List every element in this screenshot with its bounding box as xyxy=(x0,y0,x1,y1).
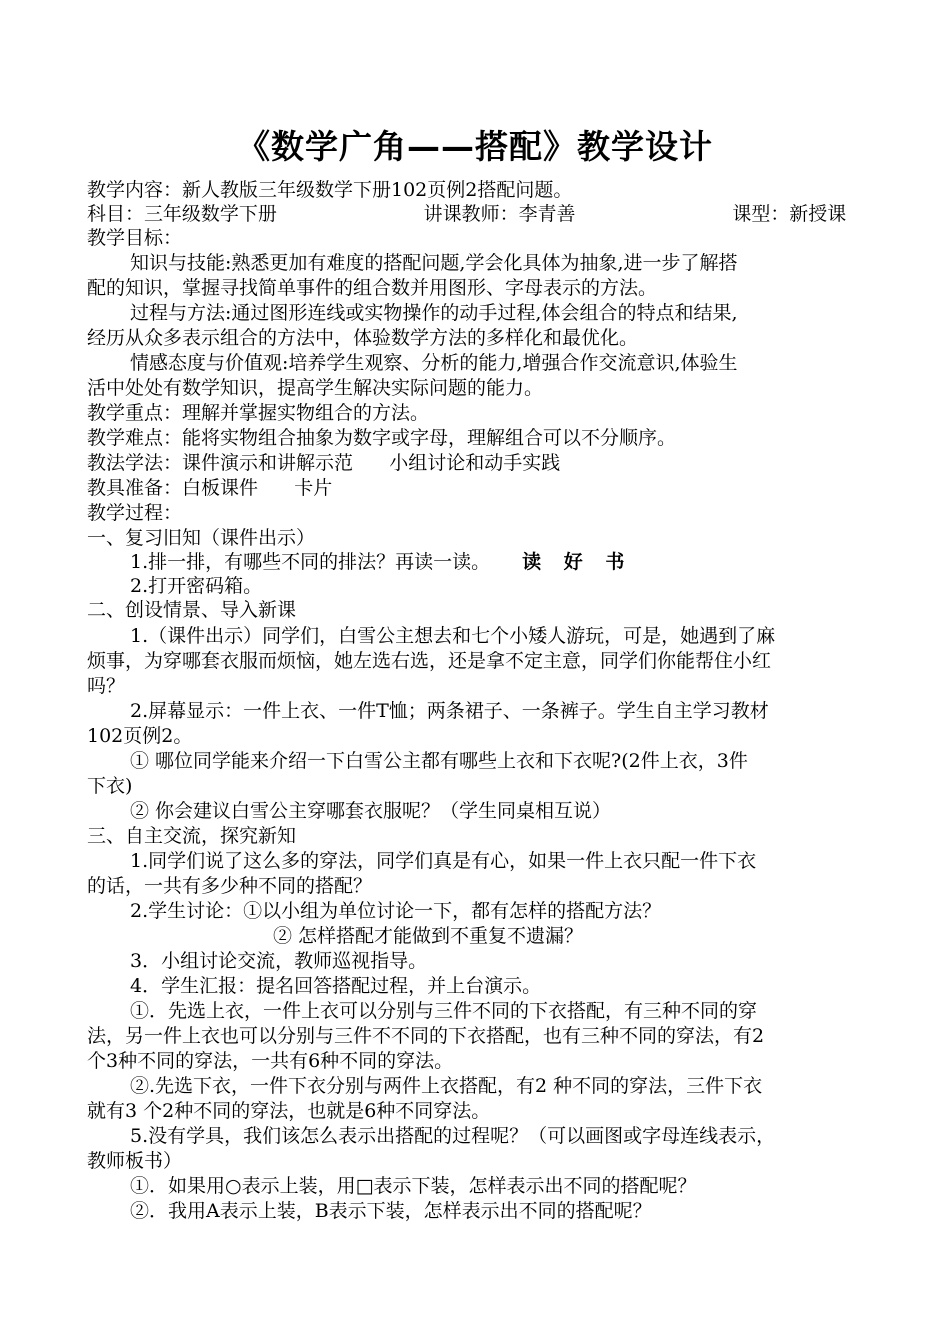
paragraph-line xyxy=(130,550,632,575)
paragraph-line: ①．先选上衣，一件上衣可以分别与三件不同的下衣搭配，有三种不同的穿 xyxy=(130,1000,758,1022)
objectives-heading: 教学目标： xyxy=(87,227,183,249)
paragraph-line: ① 哪位同学能来介绍一下白雪公主都有哪些上衣和下衣呢?(2件上衣，3件 xyxy=(130,750,748,772)
teacher-field: 讲课教师：李青善 xyxy=(423,203,576,225)
key-point: 教学重点：理解并掌握实物组合的方法。 xyxy=(87,402,430,424)
paragraph-line: 就有3 个2种不同的穿法，也就是6种不同穿法。 xyxy=(87,1100,491,1122)
paragraph-line: 2.学生讨论：①以小组为单位讨论一下，都有怎样的搭配方法？ xyxy=(130,900,662,922)
sample-phrase: 读 好 书 xyxy=(522,551,633,573)
step-text: 1.排一排，有哪些不同的排法？再读一读。 xyxy=(130,551,491,573)
document-title: 《数学广角——搭配》教学设计 xyxy=(237,127,713,166)
difficult-point: 教学难点：能将实物组合抽象为数字或字母，理解组合可以不分顺序。 xyxy=(87,427,677,449)
paragraph-line: 2.屏幕显示：一件上衣、一件T恤；两条裙子、一条裤子。学生自主学习教材 xyxy=(130,700,769,722)
paragraph-line: ①．如果用○表示上装，用□表示下装，怎样表示出不同的搭配呢？ xyxy=(130,1175,697,1197)
paragraph-line: ②.先选下衣，一件下衣分别与两件上衣搭配，有2 种不同的穿法，三件下衣 xyxy=(130,1075,763,1097)
paragraph-line: 教师板书） xyxy=(87,1150,183,1172)
teaching-aids: 教具准备：白板课件 卡片 xyxy=(87,477,333,499)
paragraph-line: 配的知识，掌握寻找简单事件的组合数并用图形、字母表示的方法。 xyxy=(87,277,658,299)
section-heading: 二、创设情景、导入新课 xyxy=(87,599,297,621)
paragraph-line: 下衣) xyxy=(87,775,133,797)
paragraph-line: 的话，一共有多少种不同的搭配？ xyxy=(87,875,373,897)
paragraph-line: 1.同学们说了这么多的穿法，同学们真是有心，如果一件上衣只配一件下衣 xyxy=(130,850,757,872)
paragraph-line: 法，另一件上衣也可以分别与三件不不同的下衣搭配，也有三种不同的穿法，有2 xyxy=(87,1025,765,1047)
subject-field: 科目：三年级数学下册 xyxy=(87,203,277,225)
paragraph-line: 102页例2。 xyxy=(87,725,193,747)
paragraph-line: 过程与方法:通过图形连线或实物操作的动手过程,体会组合的特点和结果, xyxy=(130,302,738,324)
section-heading: 一、复习旧知（课件出示） xyxy=(87,527,316,549)
paragraph-line: ②．我用A表示上装，B表示下装，怎样表示出不同的搭配呢？ xyxy=(130,1200,652,1222)
course-meta-row xyxy=(87,202,866,227)
paragraph-line: 个3种不同的穿法，一共有6种不同的穿法。 xyxy=(87,1050,454,1072)
paragraph-line: 吗？ xyxy=(87,675,126,697)
paragraph-line: ② 你会建议白雪公主穿哪套衣服呢？（学生同桌相互说） xyxy=(130,800,612,822)
process-heading: 教学过程： xyxy=(87,502,183,524)
paragraph-line: ② 怎样搭配才能做到不重复不遗漏？ xyxy=(273,925,584,947)
lesson-type-field: 课型：新授课 xyxy=(732,203,847,225)
paragraph-line: 烦事，为穿哪套衣服而烦恼，她左选右选，还是拿不定主意，同学们你能帮住小红 xyxy=(87,650,772,672)
paragraph-line: 3．小组讨论交流，教师巡视指导。 xyxy=(130,950,428,972)
section-heading: 三、自主交流，探究新知 xyxy=(87,825,297,847)
teaching-content: 教学内容：新人教版三年级数学下册102页例2搭配问题。 xyxy=(87,179,573,201)
paragraph-line: 4．学生汇报：提名回答搭配过程，并上台演示。 xyxy=(130,975,542,997)
paragraph-line: 2.打开密码箱。 xyxy=(130,575,263,597)
paragraph-line: 知识与技能:熟悉更加有难度的搭配问题,学会化具体为抽象,进一步了解搭 xyxy=(130,252,738,274)
paragraph-line: 情感态度与价值观:培养学生观察、分析的能力,增强合作交流意识,体验生 xyxy=(130,352,738,374)
teaching-methods: 教法学法：课件演示和讲解示范 小组讨论和动手实践 xyxy=(87,452,561,474)
paragraph-line: 5.没有学具，我们该怎么表示出搭配的过程呢？（可以画图或字母连线表示， xyxy=(130,1125,776,1147)
paragraph-line: 1.（课件出示）同学们，白雪公主想去和七个小矮人游玩，可是，她遇到了麻 xyxy=(130,625,776,647)
paragraph-line: 活中处处有数学知识，提高学生解决实际问题的能力。 xyxy=(87,377,544,399)
paragraph-line: 经历从众多表示组合的方法中，体验数学方法的多样化和最优化。 xyxy=(87,327,639,349)
